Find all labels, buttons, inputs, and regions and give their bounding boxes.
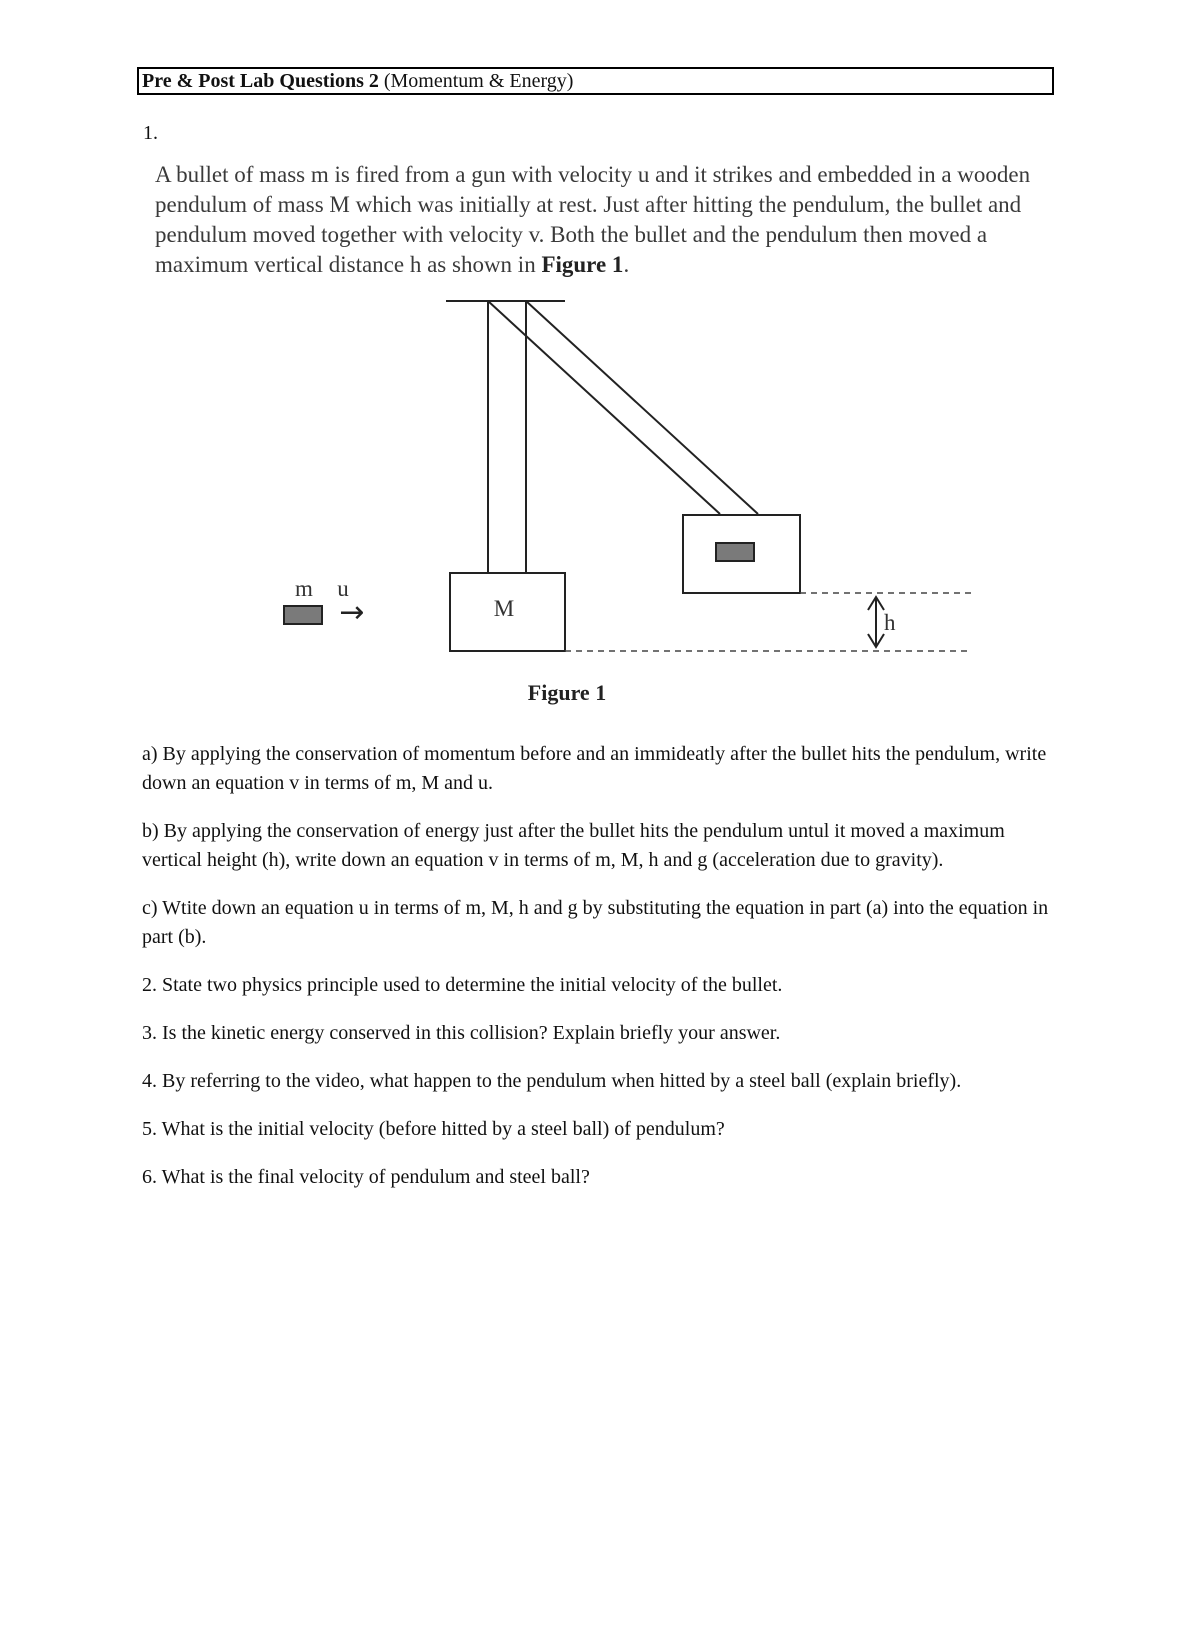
figure-1-diagram	[0, 0, 1200, 720]
question-1a: a) By applying the conservation of momentum before and an immideatly after the bullet hits the pendulum, write down an equation v in terms of m, M and u.	[142, 743, 1047, 794]
bullet-velocity-label: u	[337, 576, 349, 601]
title-bold: Pre & Post Lab Questions 2	[142, 70, 379, 92]
title-subtitle: (Momentum & Energy)	[383, 70, 574, 92]
pendulum-mass-label: M	[493, 596, 515, 621]
question-6: 6. What is the final velocity of pendulum and steel ball?	[142, 1166, 590, 1188]
question-3: 3. Is the kinetic energy conserved in this collision? Explain briefly your answer.	[142, 1022, 781, 1044]
intro-figure-reference: Figure 1	[541, 252, 624, 277]
height-label: h	[884, 610, 896, 635]
question-1c: c) Wtite down an equation u in terms of m, M, h and g by substituting the equation in part (a) into the equation in part (b).	[142, 897, 1049, 948]
bullet-mass-label: m	[295, 576, 313, 601]
bullet	[284, 606, 322, 624]
question-4: 4. By referring to the video, what happen to the pendulum when hitted by a steel ball (explain briefly).	[142, 1070, 962, 1092]
intro-end: .	[623, 252, 630, 277]
question-5: 5. What is the initial velocity (before hitted by a steel ball) of pendulum?	[142, 1118, 725, 1140]
string-right-swung	[526, 301, 758, 514]
string-left-swung	[488, 301, 720, 514]
embedded-bullet	[716, 543, 754, 561]
question-1b: b) By applying the conservation of energy just after the bullet hits the pendulum untul it moved a maximum vertical height (h), write down an equation v in terms of m, M, h and g (acceleration due to gravity).	[142, 820, 1005, 871]
question-1-number: 1.	[143, 122, 158, 144]
velocity-arrow: →	[339, 595, 365, 630]
intro-text: A bullet of mass m is fired from a gun with velocity u and it strikes and embedded in a wooden pendulum of mass M which was initially at rest. Just after hitting the pendulum, the bullet and pendulum moved together with velocity v. Both the bullet and the pendulum then moved a maximum vertical distance h as shown in	[155, 162, 1031, 277]
question-list	[142, 740, 1062, 1211]
figure-caption: Figure 1	[527, 680, 607, 705]
question-2: 2. State two physics principle used to determine the initial velocity of the bullet.	[142, 974, 783, 996]
